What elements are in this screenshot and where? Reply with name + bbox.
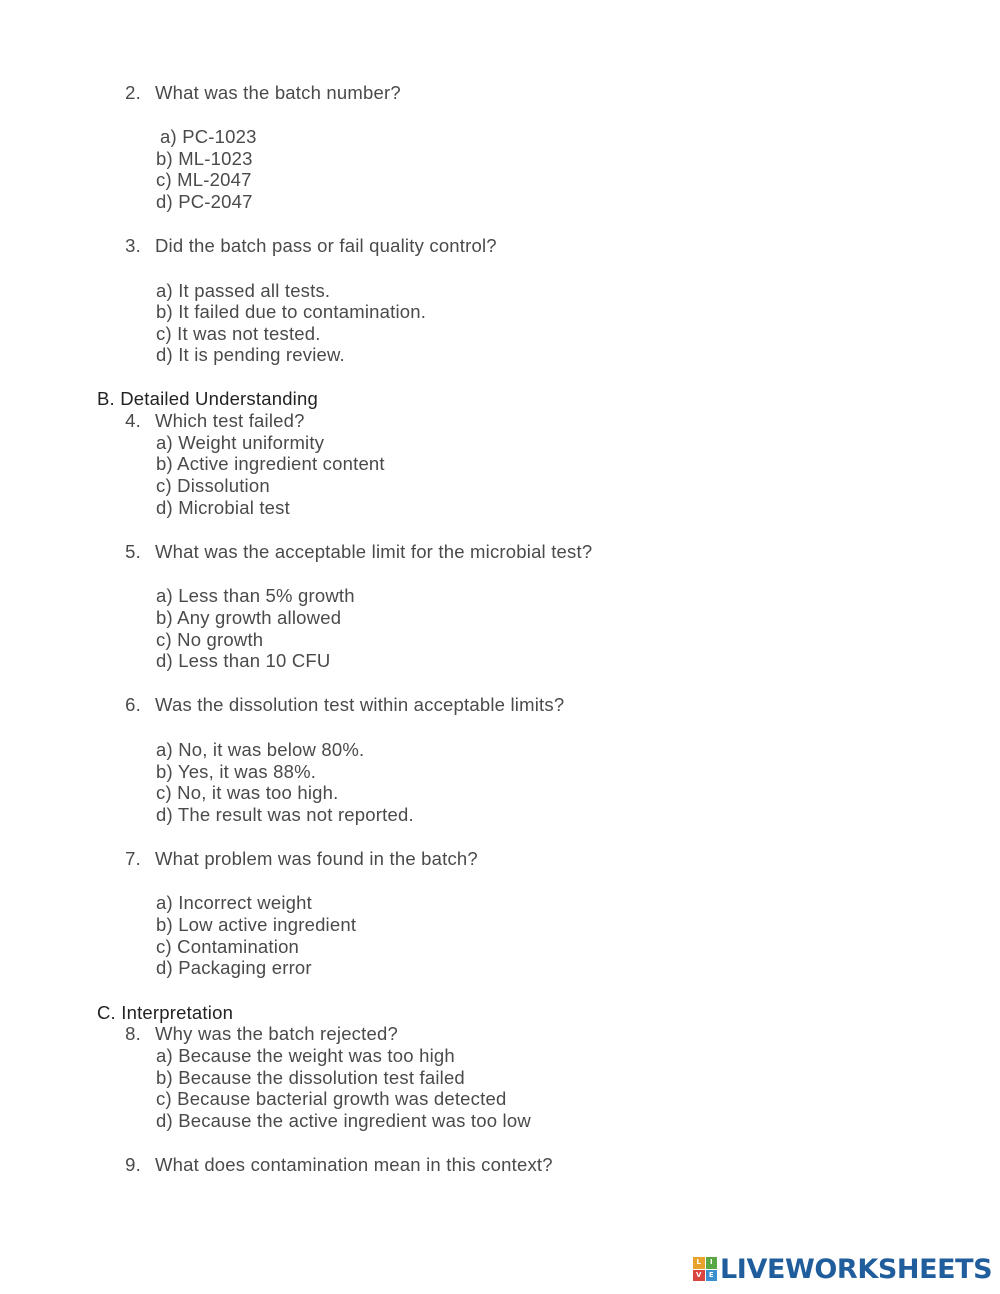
logo-mark-letter: E [706, 1270, 718, 1282]
answer-option[interactable]: a) Because the weight was too high [156, 1045, 455, 1066]
answer-option[interactable]: a) No, it was below 80%. [156, 739, 365, 760]
answer-option[interactable]: b) It failed due to contamination. [156, 301, 427, 322]
answer-option[interactable]: c) No, it was too high. [156, 782, 339, 803]
question-text: What does contamination mean in this context? [155, 1154, 553, 1175]
logo-mark-icon [693, 1257, 717, 1281]
question-text: What was the acceptable limit for the microbial test? [155, 541, 593, 562]
question-text: What problem was found in the batch? [155, 848, 478, 869]
answer-option[interactable]: d) Less than 10 CFU [156, 650, 331, 671]
logo-mark-letter: V [693, 1270, 705, 1282]
question-number: 7. [125, 848, 141, 869]
logo-mark-letter: L [693, 1257, 705, 1269]
answer-option[interactable]: c) Contamination [156, 936, 300, 957]
question-text: Why was the batch rejected? [155, 1023, 398, 1044]
answer-option[interactable]: b) Any growth allowed [156, 607, 342, 628]
question-number: 9. [125, 1154, 141, 1175]
answer-option[interactable]: c) Dissolution [156, 475, 270, 496]
answer-option[interactable]: b) Low active ingredient [156, 914, 357, 935]
question-number: 2. [125, 82, 141, 103]
section-heading: C. Interpretation [97, 1002, 234, 1023]
question-text: Which test failed? [155, 410, 305, 431]
answer-option[interactable]: d) The result was not reported. [156, 804, 414, 825]
answer-option[interactable]: d) It is pending review. [156, 344, 345, 365]
answer-option[interactable]: c) No growth [156, 629, 264, 650]
question-text: Did the batch pass or fail quality control? [155, 235, 497, 256]
answer-option[interactable]: a) It passed all tests. [156, 280, 331, 301]
logo-mark-letter: I [706, 1257, 718, 1269]
answer-option[interactable]: a) Incorrect weight [156, 892, 312, 913]
answer-option[interactable]: d) PC-2047 [156, 191, 253, 212]
answer-option[interactable]: a) Weight uniformity [156, 432, 325, 453]
answer-option[interactable]: a) PC-1023 [160, 126, 257, 147]
answer-option[interactable]: b) Yes, it was 88%. [156, 761, 317, 782]
answer-option[interactable]: d) Microbial test [156, 497, 290, 518]
question-text: What was the batch number? [155, 82, 401, 103]
section-heading: B. Detailed Understanding [97, 388, 318, 409]
answer-option[interactable]: b) ML-1023 [156, 148, 253, 169]
question-text: Was the dissolution test within acceptable limits? [155, 694, 565, 715]
answer-option[interactable]: b) Active ingredient content [156, 453, 385, 474]
question-number: 6. [125, 694, 141, 715]
answer-option[interactable]: d) Packaging error [156, 957, 312, 978]
logo-text: LIVEWORKSHEETS [720, 1253, 993, 1285]
answer-option[interactable]: d) Because the active ingredient was too low [156, 1110, 531, 1131]
question-number: 3. [125, 235, 141, 256]
answer-option[interactable]: c) Because bacterial growth was detected [156, 1088, 507, 1109]
answer-option[interactable]: b) Because the dissolution test failed [156, 1067, 465, 1088]
answer-option[interactable]: c) It was not tested. [156, 323, 321, 344]
answer-option[interactable]: a) Less than 5% growth [156, 585, 355, 606]
liveworksheets-logo[interactable] [693, 1254, 992, 1284]
question-number: 4. [125, 410, 141, 431]
question-number: 5. [125, 541, 141, 562]
question-number: 8. [125, 1023, 141, 1044]
answer-option[interactable]: c) ML-2047 [156, 169, 252, 190]
